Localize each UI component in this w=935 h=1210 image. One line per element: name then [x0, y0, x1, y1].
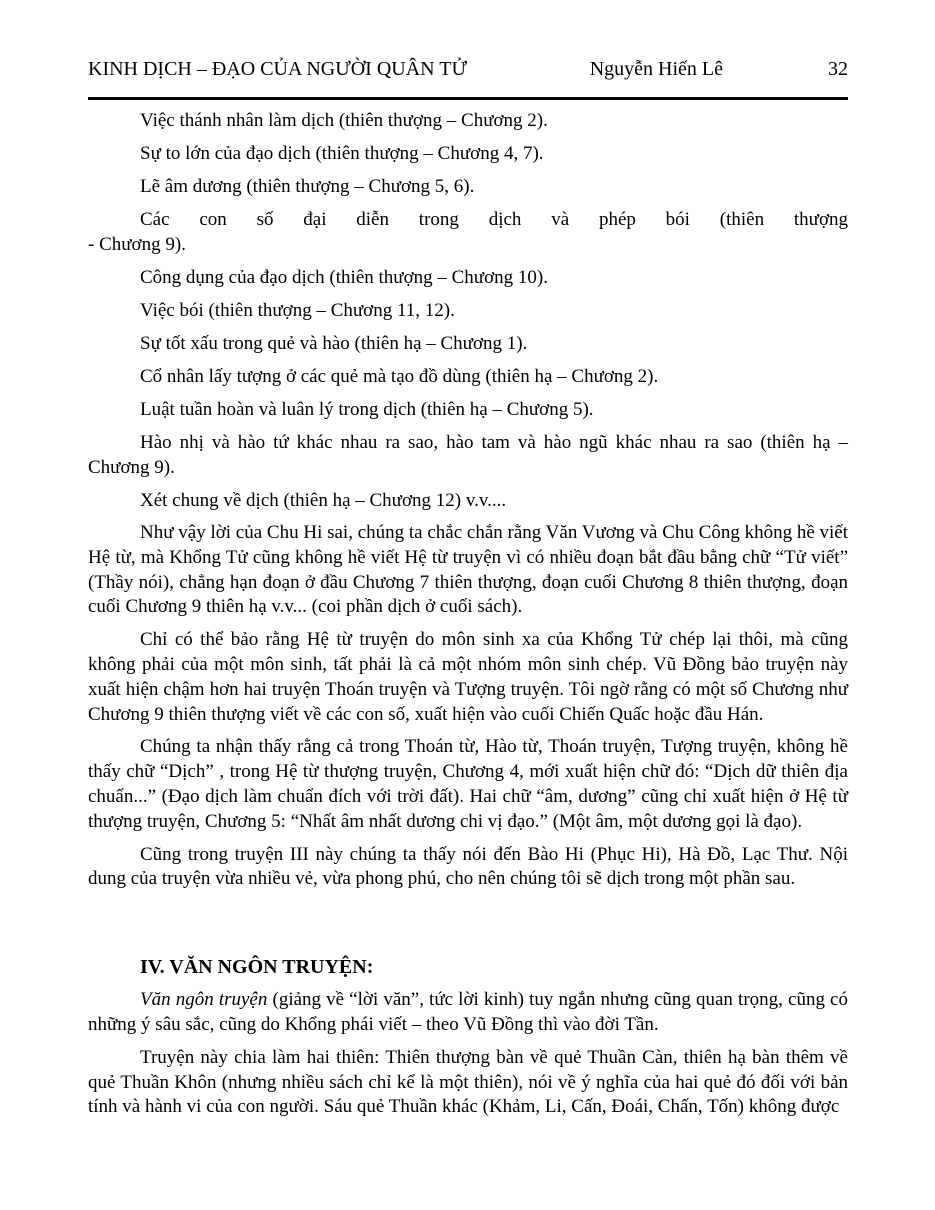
page-content	[88, 108, 848, 1120]
toc-line-justified: Các con số đại diễn trong dịch và phép bói (thiên thượng	[140, 209, 848, 230]
author-name: Nguyễn Hiến Lê	[589, 58, 723, 80]
page-number: 32	[828, 58, 848, 80]
toc-line: Công dụng của đạo dịch (thiên thượng – Chương 10).	[140, 267, 548, 288]
header-rule	[88, 97, 848, 100]
paragraph	[88, 988, 848, 1038]
toc-line	[88, 430, 848, 480]
toc-line-continuation: Chương 9).	[88, 457, 175, 478]
toc-line: Xét chung về dịch (thiên hạ – Chương 12) v.v....	[140, 490, 507, 511]
page-header	[88, 0, 848, 82]
toc-line: Lẽ âm dương (thiên thượng – Chương 5, 6).	[140, 176, 475, 197]
paragraph: Như vậy lời của Chu Hi sai, chúng ta chắc chắn rằng Văn Vương và Chu Công không hề viết Hệ từ, mà Khổng Tử cũng không hề viết Hệ từ truyện vì có nhiều đoạn bắt đầu bằng chữ “Tử viết” (Thầy nói), chẳng hạn đoạn ở đầu Chương 7 thiên thượng, đoạn cuối Chương 8 thiên thượng, đoạn cuối Chương 9 thiên hạ v.v... (coi phần dịch ở cuối sách).	[88, 522, 849, 618]
paragraph: Chỉ có thể bảo rằng Hệ từ truyện do môn sinh xa của Khổng Tử chép lại thôi, mà cũng không phải của một môn sinh, tất phải là cả một nhóm môn sinh chép. Vũ Đồng bảo truyện này xuất hiện chậm hơn hai truyện Thoán truyện và Tượng truyện. Tôi ngờ rằng có một số Chương như Chương 9 thiên thượng viết về các con số, xuất hiện vào cuối Chiến Quấc hoặc đầu Hán.	[88, 629, 848, 725]
paragraph: Cũng trong truyện III này chúng ta thấy nói đến Bào Hi (Phục Hi), Hà Đồ, Lạc Thư. Nội dung của truyện vừa nhiều vẻ, vừa phong phú, cho nên chúng tôi sẽ dịch trong một phần sau.	[88, 843, 848, 890]
book-title: KINH DỊCH – ĐẠO CỦA NGƯỜI QUÂN TỬ	[88, 58, 467, 80]
toc-line: Cổ nhân lấy tượng ở các quẻ mà tạo đồ dùng (thiên hạ – Chương 2).	[140, 366, 659, 387]
paragraph: Chúng ta nhận thấy rằng cả trong Thoán từ, Hào từ, Thoán truyện, Tượng truyện, không hề thấy chữ “Dịch” , trong Hệ từ thượng truyện, Chương 4, mới xuất hiện chữ đó: “Dịch dữ thiên địa chuẩn...” (Đạo dịch làm chuẩn đích với trời đất). Hai chữ “âm, dương” cũng chỉ xuất hiện ở Hệ từ thượng truyện, Chương 5: “Nhất âm nhất dương chi vị đạo.” (Một âm, một dương gọi là đạo).	[88, 736, 848, 832]
header-right	[590, 57, 848, 82]
paragraph: Truyện này chia làm hai thiên: Thiên thượng bàn về quẻ Thuần Càn, thiên hạ bàn thêm về quẻ Thuần Khôn (nhưng nhiều sách chỉ kể là một thiên), nói về ý nghĩa của hai quẻ đó đối với bản tính và hành vi của con người. Sáu quẻ Thuần khác (Khảm, Li, Cấn, Đoái, Chấn, Tốn) không được	[88, 1046, 848, 1118]
toc-line-justified: Hào nhị và hào tứ khác nhau ra sao, hào tam và hào ngũ khác nhau ra sao (thiên hạ –	[140, 432, 848, 453]
toc-line: Việc thánh nhân làm dịch (thiên thượng – Chương 2).	[140, 110, 548, 131]
toc-line: Sự tốt xấu trong quẻ và hào (thiên hạ – Chương 1).	[140, 333, 528, 354]
toc-line: Việc bói (thiên thượng – Chương 11, 12).	[140, 300, 455, 321]
toc-line: Luật tuần hoàn và luân lý trong dịch (thiên hạ – Chương 5).	[140, 399, 594, 420]
italic-lead-text: Văn ngôn truyện	[140, 989, 268, 1011]
toc-line	[88, 207, 848, 257]
toc-line: Sự to lớn của đạo dịch (thiên thượng – Chương 4, 7).	[140, 143, 544, 164]
paragraph-text: (giảng về “lời văn”, tức lời kinh) tuy ngắn nhưng cũng quan trọng, cũng có những ý sâu sắc, cũng do Khổng phái viết – theo Vũ Đồng thì vào đời Tần.	[88, 989, 848, 1035]
section-heading: IV. VĂN NGÔN TRUYỆN:	[140, 956, 374, 979]
toc-line-continuation: - Chương 9).	[88, 234, 186, 255]
